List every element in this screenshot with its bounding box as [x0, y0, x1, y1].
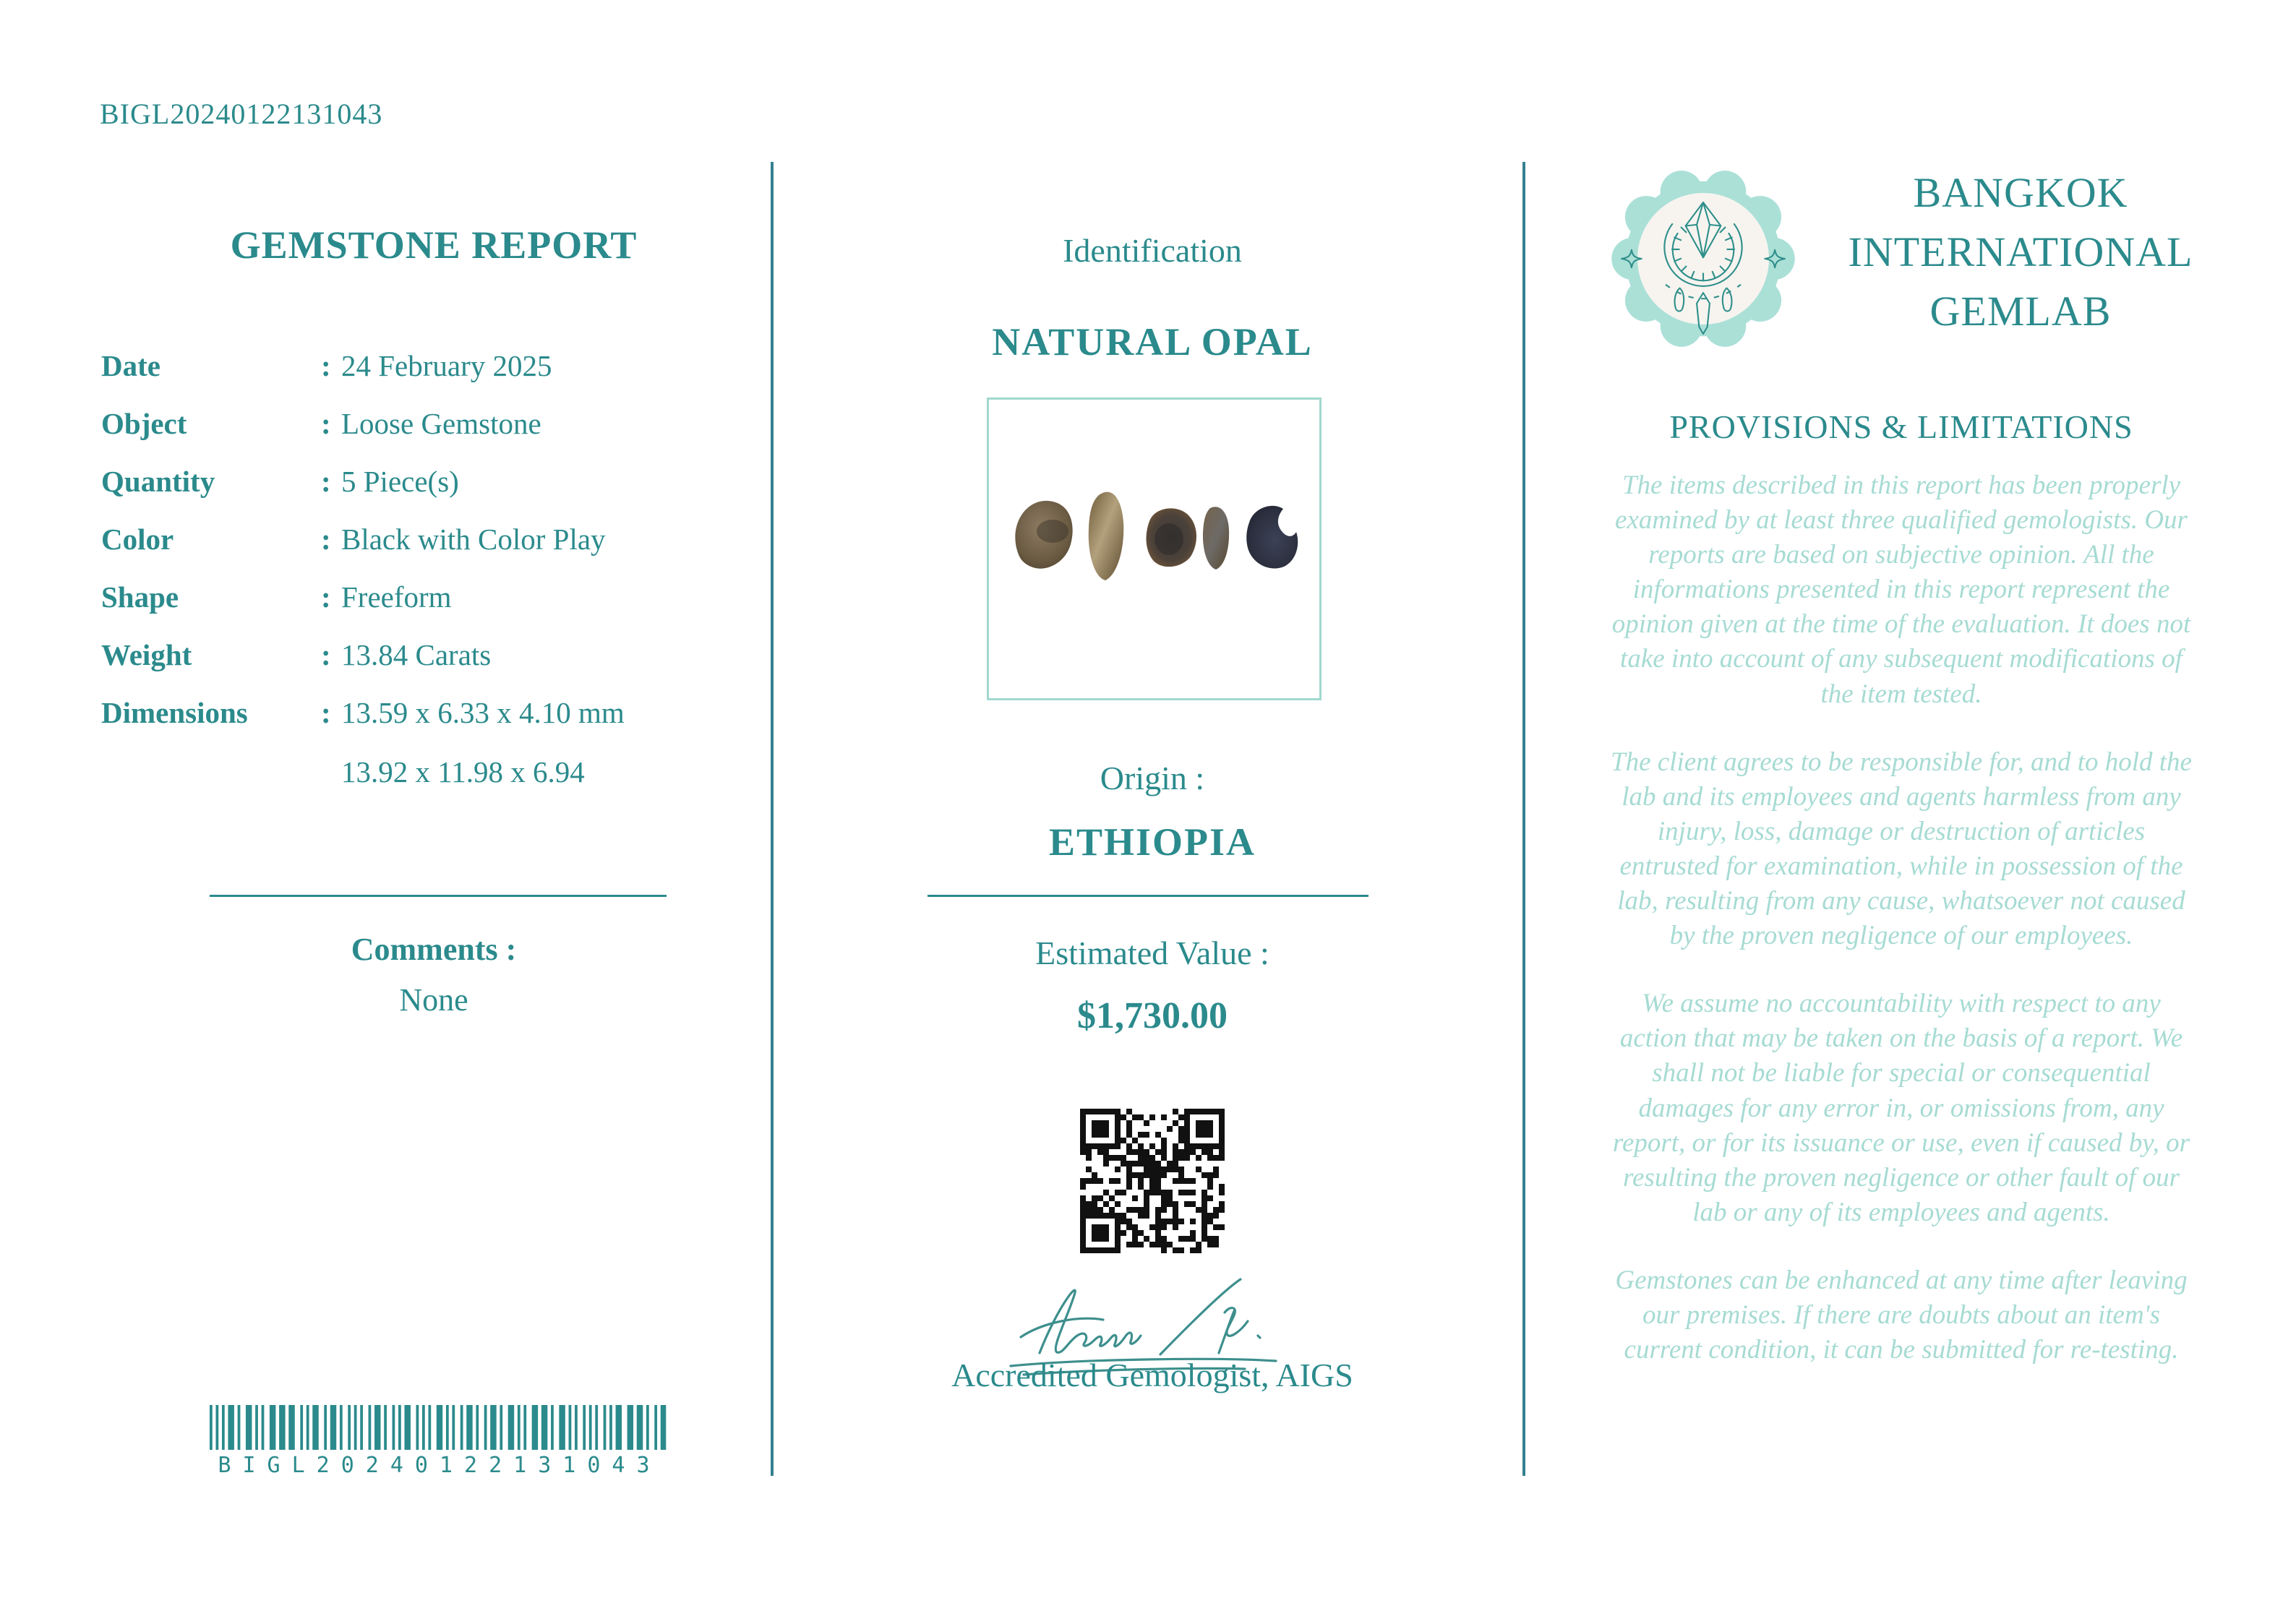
lab-name [1818, 163, 2223, 341]
field-colon: : [321, 696, 331, 729]
lab-name-line: BANGKOK [1913, 169, 2128, 216]
field-colon: : [321, 465, 331, 498]
provisions-paragraph: The client agrees to be responsible for, and to hold the lab and its employees and agents harmless from any injury, loss, damage or destruction of articles entrusted for examination, while in possession of the lab, resulting from any cause, whatsoever not caused by the proven negligence of our employees. [1611, 747, 2192, 951]
field-label-dimensions: Dimensions [101, 696, 248, 729]
field-value-quantity: 5 Piece(s) [341, 465, 459, 498]
lab-name-line: INTERNATIONAL [1848, 228, 2193, 275]
comments-value: None [399, 982, 468, 1018]
field-colon: : [321, 407, 331, 440]
field-value-dimensions: 13.59 x 6.33 x 4.10 mm [341, 696, 625, 729]
provisions-paragraphs [1609, 468, 2194, 1367]
field-label-object: Object [101, 407, 187, 440]
column-divider-right [1522, 162, 1525, 1476]
barcode [210, 1405, 669, 1450]
comments-label: Comments : [351, 932, 517, 967]
field-value-date: 24 February 2025 [341, 349, 552, 382]
column-divider-left [771, 162, 774, 1476]
field-label-color: Color [101, 523, 174, 556]
field-value-dimensions-line2: 13.92 x 11.98 x 6.94 [341, 755, 585, 789]
species-name: NATURAL OPAL [992, 320, 1313, 364]
field-value-shape: Freeform [341, 580, 452, 614]
field-colon: : [321, 349, 331, 382]
identification-heading: Identification [1063, 232, 1242, 269]
estimated-value-label: Estimated Value : [1035, 935, 1269, 971]
report-number: BIGL20240122131043 [100, 98, 383, 130]
lab-name-line: GEMLAB [1929, 288, 2112, 335]
field-label-weight: Weight [101, 638, 192, 671]
provisions-paragraph: We assume no accountability with respect to any action that may be taken on the basis of a report. We shall not be liable for special or consequential damages for any error in, or omissions from, any report, or for its issuance or use, even if caused by, or resulting the proven negligence or other fault of our lab or any of its employees and agents. [1612, 989, 2190, 1227]
gemlab-logo-icon [1609, 162, 1797, 356]
field-colon: : [321, 638, 331, 671]
field-value-object: Loose Gemstone [341, 407, 541, 440]
field-value-weight: 13.84 Carats [341, 638, 492, 671]
field-colon: : [321, 523, 331, 556]
field-value-color: Black with Color Play [341, 523, 606, 556]
estimated-value: $1,730.00 [1077, 995, 1228, 1036]
qr-code [1080, 1109, 1225, 1253]
page-title: GEMSTONE REPORT [230, 223, 638, 267]
field-label-quantity: Quantity [101, 465, 215, 498]
provisions-paragraph: Gemstones can be enhanced at any time after leaving our premises. If there are doubts about an item's current condition, it can be submitted for re-testing. [1615, 1265, 2188, 1365]
field-label-shape: Shape [101, 580, 179, 614]
provisions-paragraph: The items described in this report has been properly examined by at least three qualified gemologists. Our reports are based on subjective opinion. All the informations presented in this report represent the opinion given at the time of the evaluation. It does not take into account of any subsequent modifications of the item tested. [1611, 471, 2191, 709]
provisions-title: PROVISIONS & LIMITATIONS [1669, 408, 2133, 445]
signatory-title: Accredited Gemologist, AIGS [951, 1357, 1353, 1393]
origin-label: Origin : [1100, 760, 1205, 796]
barcode-text: BIGL20240122131043 [218, 1453, 661, 1478]
value-divider [928, 895, 1368, 897]
gemstone-photo [987, 398, 1322, 700]
opal-stones-image [989, 400, 1315, 694]
comments-divider [210, 895, 667, 897]
field-colon: : [321, 580, 331, 614]
origin-value: ETHIOPIA [1048, 820, 1256, 864]
field-label-date: Date [101, 349, 160, 382]
